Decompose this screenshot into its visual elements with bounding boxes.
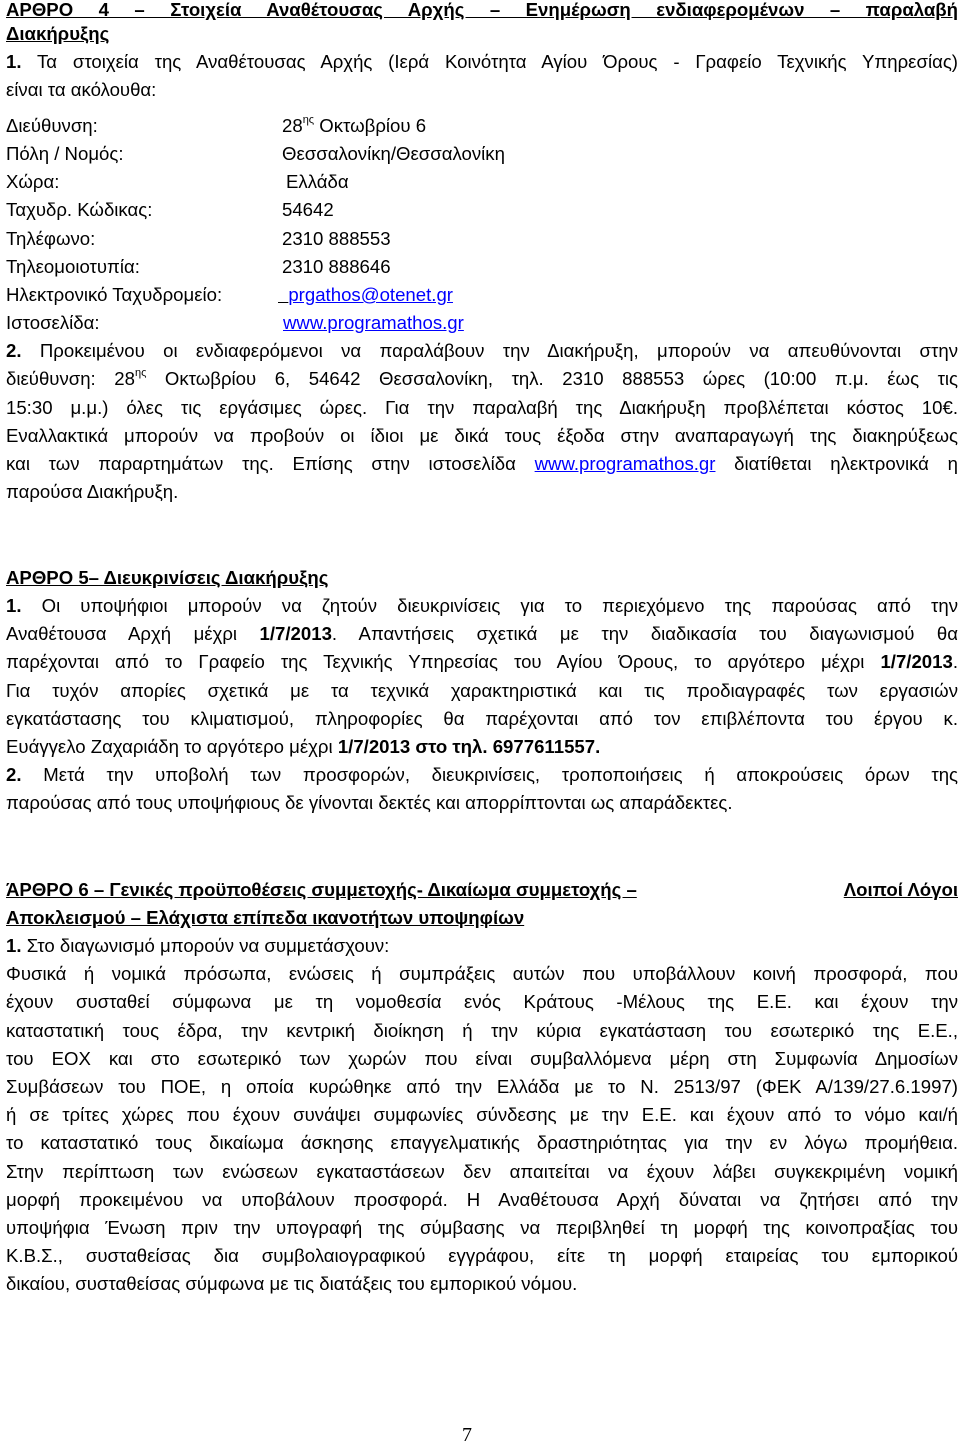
art6-line: καταστατική τους έδρα, την κεντρική διοίκηση ή την κύρια εγκατάσταση του εσωτερικό της Ε.Ε., <box>6 1020 958 1041</box>
contact-row-city: Πόλη / Νομός: Θεσσαλονίκη/Θεσσαλονίκη <box>6 143 505 164</box>
article-6-heading: ΆΡΘΡΟ 6 – Γενικές προϋποθέσεις συμμετοχής- Δικαίωμα συμμετοχής – Λοιποί Λόγοι <box>6 879 958 900</box>
art6-line: δικαίου, συσταθείσας σύμφωνα με τις διατάξεις του εμπορικού νόμου. <box>6 1273 578 1294</box>
article-6-heading-cont: Αποκλεισμού – Ελάχιστα επίπεδα ικανοτήτων υποψηφίων <box>6 907 525 928</box>
art4-p2-line4: Εναλλακτικά μπορούν να προβούν οι ίδιοι με δικά τους έξοδα στην αναπαραγωγή της διακηρύξεως <box>6 425 958 446</box>
art6-line: το καταστατικό τους δικαίωμα άσκησης επαγγελματικής δραστηριότητας για την εν λόγω προμήθεια. <box>6 1132 958 1153</box>
art6-line: του ΕΟΧ και στο εσωτερικό των χωρών που είναι συμβαλλόμενα μέρη στη Συμφωνία Δημοσίων <box>6 1048 958 1069</box>
art6-line: Στην περίπτωση των ενώσεων εγκαταστάσεων δεν απαιτείται να έχουν λάβει συγκεκριμένη νομική <box>6 1161 958 1182</box>
website-link[interactable]: www.programathos.gr <box>283 312 464 333</box>
article-4-heading-cont: Διακήρυξης <box>6 23 110 44</box>
article-5-heading: ΑΡΘΡΟ 5– Διευκρινίσεις Διακήρυξης <box>6 567 329 588</box>
art6-line: μορφή προκειμένου να υποβάλουν προσφορά. Η Αναθέτουσα Αρχή δύναται να ζητήσει από την <box>6 1189 958 1210</box>
art4-p2-line3: 15:30 μ.μ.) όλες τις εργάσιμες ώρες. Για την παραλαβή της Διακήρυξη προβλέπεται κόστος 10€. <box>6 397 958 418</box>
art6-line: Φυσικά ή νομικά πρόσωπα, ενώσεις ή συμπράξεις αυτών που υποβάλλουν κοινή προσφορά, που <box>6 963 958 984</box>
art5-line7: 2. Μετά την υποβολή των προσφορών, διευκρινίσεις, τροποποιήσεις ή αποκρούσεις όρων της <box>6 764 958 785</box>
art5-line6: Ευάγγελο Ζαχαριάδη το αργότερο μέχρι 1/7/2013 στο τηλ. 6977611557. <box>6 736 601 757</box>
art5-line1: 1. Οι υποψήφιοι μπορούν να ζητούν διευκρινίσεις για το περιεχόμενο της παρούσας από την <box>6 595 958 616</box>
contact-row-postcode: Ταχυδρ. Κώδικας: 54642 <box>6 199 334 220</box>
art4-p2-line5: και των παραρτημάτων της. Επίσης στην ιστοσελίδα www.programathos.gr διατίθεται ηλεκτρονικά η <box>6 453 958 474</box>
art4-p1-line1: 1. Τα στοιχεία της Αναθέτουσας Αρχής (Ιερά Κοινότητα Αγίου Όρους - Γραφείο Τεχνικής Υπηρεσίας) <box>6 51 958 72</box>
art6-line: έχουν συσταθεί σύμφωνα με τη νομοθεσία ενός Κράτους -Μέλους της Ε.Ε. και έχουν την <box>6 991 958 1012</box>
contact-row-address: Διεύθυνση: $28^{\eta\varsigma}$ Οκτωβρίου 6 <box>6 113 427 136</box>
contact-row-country: Χώρα: Ελλάδα <box>6 171 349 192</box>
art5-line8: παρούσας από τους υποψήφιους δε γίνονται δεκτές και απορρίπτονται ως απαράδεκτες. <box>6 792 733 813</box>
art6-line: Κ.Β.Σ., συσταθείσας δια συμβολαιογραφικού εγγράφου, είτε τη μορφή εταιρείας του εμπορικού <box>6 1245 958 1266</box>
art6-line: υποψήφια Ένωση πριν την υπογραφή της σύμβασης να περιβληθεί τη μορφή της κοινοπραξίας του <box>6 1217 958 1238</box>
art5-line3: παρέχονται από το Γραφείο της Τεχνικής Υπηρεσίας του Αγίου Όρους, το αργότερο μέχρι 1/7/2013. <box>6 651 958 672</box>
art4-p2-line6: παρούσα Διακήρυξη. <box>6 481 179 502</box>
art5-line5: εγκατάστασης του κλιματισμού, πληροφορίες θα παρέχονται από τον επιβλέποντα του έργου κ. <box>6 708 958 729</box>
email-link[interactable]: prgathos@otenet.gr <box>288 284 453 305</box>
art4-p2-line1: 2. Προκειμένου οι ενδιαφερόμενοι να παραλάβουν την Διακήρυξη, μπορούν να απευθύνονται στην <box>6 340 958 361</box>
art6-p1-intro: 1. Στο διαγωνισμό μπορούν να συμμετάσχουν: <box>6 935 390 956</box>
art6-line: Συμβάσεων του ΠΟΕ, η οποία κυρώθηκε από την Ελλάδα με το Ν. 2513/97 (ΦΕΚ Α/139/27.6.1997) <box>6 1076 958 1097</box>
art5-line2: Αναθέτουσα Αρχή μέχρι 1/7/2013. Απαντήσεις σχετικά με την διαδικασία του διαγωνισμού θα <box>6 623 958 644</box>
website-link-inline[interactable]: www.programathos.gr <box>534 453 716 474</box>
art4-p2-line2: διεύθυνση: $28^{\eta\varsigma}$ Οκτωβρίου 6, 54642 Θεσσαλονίκη, τηλ. 2310 888553 ώρες (10:00 π.μ. έως τις <box>6 366 959 389</box>
art4-p1-line2: είναι τα ακόλουθα: <box>6 79 157 100</box>
article-4-heading: ΑΡΘΡΟ 4 – Στοιχεία Αναθέτουσας Αρχής – Ενημέρωση ενδιαφερομένων – παραλαβή <box>6 0 958 20</box>
art6-line: ή σε τρίτες χώρες που έχουν συνάψει συμφωνίες σύνδεσης με την Ε.Ε. και έχουν από το νόμο και/ή <box>6 1104 958 1125</box>
contact-row-email: Ηλεκτρονικό Ταχυδρομείο: prgathos@otenet.gr <box>6 284 453 305</box>
contact-row-fax: Τηλεομοιοτυπία: 2310 888646 <box>6 256 391 277</box>
page-number: 7 <box>462 1424 472 1446</box>
contact-row-website: Ιστοσελίδα: www.programathos.gr <box>6 312 464 333</box>
contact-row-phone: Τηλέφωνο: 2310 888553 <box>6 228 391 249</box>
art5-line4: Για τυχόν απορίες σχετικά με τα τεχνικά χαρακτηριστικά και τις προδιαγραφές των εργασιών <box>6 680 958 701</box>
